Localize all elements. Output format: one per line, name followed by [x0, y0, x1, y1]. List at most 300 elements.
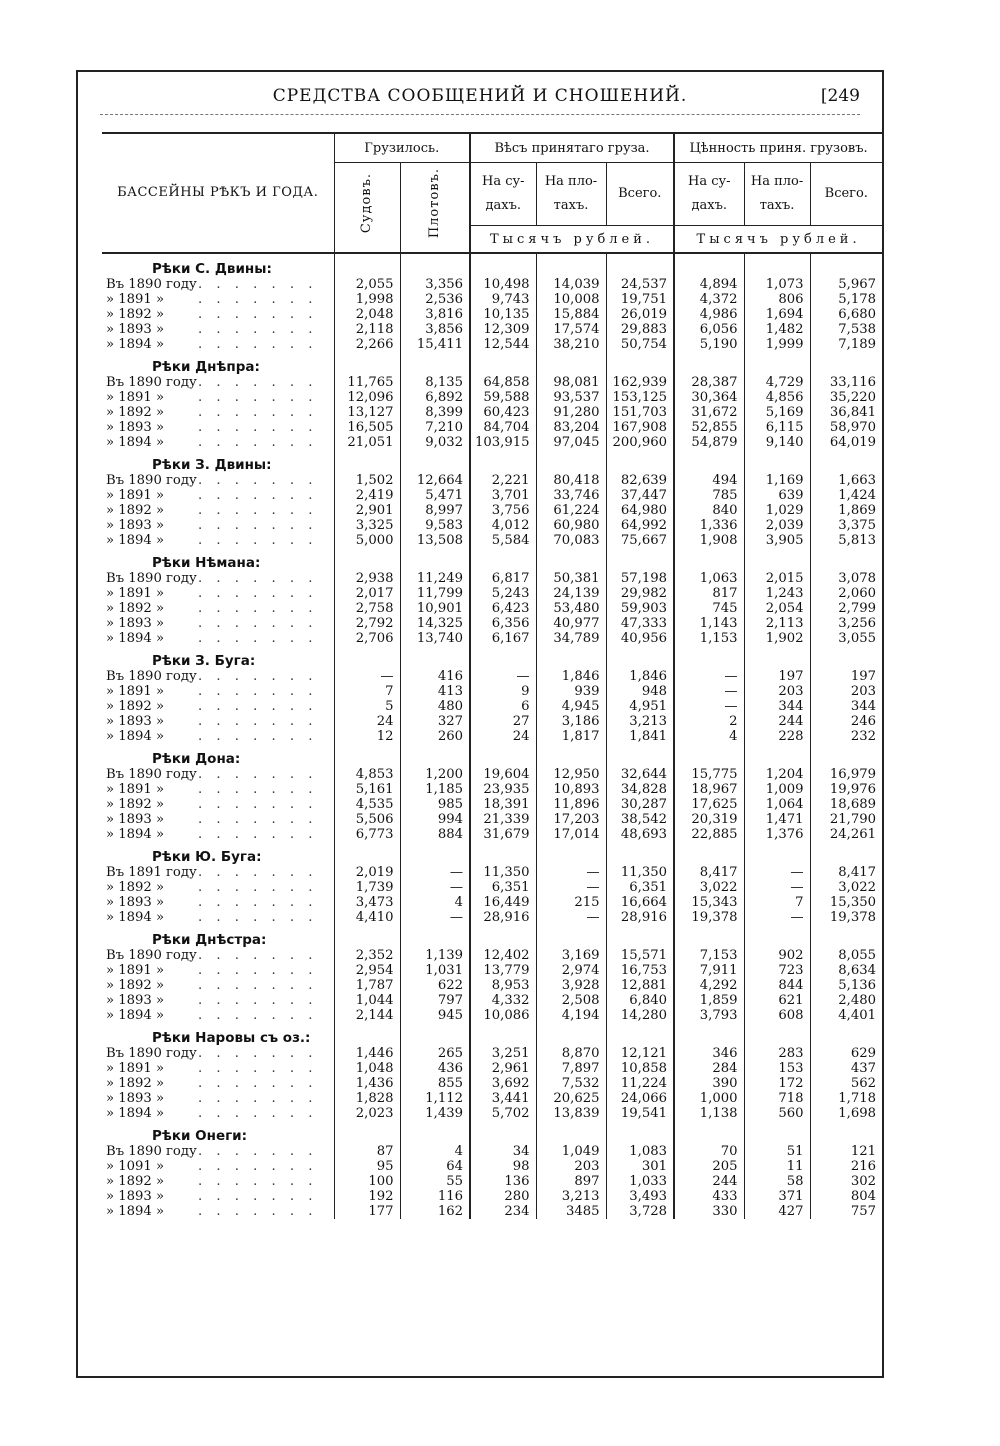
- table-cell: 797: [400, 993, 470, 1008]
- table-row: [102, 978, 882, 993]
- row-label: » 1892 »: [106, 1076, 165, 1091]
- table-cell: 23,935: [470, 782, 536, 797]
- leader-dots: . . . . . . .: [198, 1204, 318, 1219]
- table-cell: 3,701: [470, 488, 536, 503]
- table-cell: 8,055: [810, 948, 882, 963]
- row-label-cell: [102, 812, 334, 827]
- row-label: Въ 1890 году: [106, 277, 197, 292]
- table-cell: 12: [334, 729, 400, 744]
- table-cell: 844: [744, 978, 810, 993]
- table-cell: 7,210: [400, 420, 470, 435]
- table-cell: 14,039: [536, 277, 606, 292]
- table-cell: 2,015: [744, 571, 810, 586]
- table-cell: 5,169: [744, 405, 810, 420]
- table-cell: 1,200: [400, 767, 470, 782]
- table-cell: 2,113: [744, 616, 810, 631]
- table-row: [102, 880, 882, 895]
- table-cell: 5,136: [810, 978, 882, 993]
- row-label-cell: [102, 767, 334, 782]
- table-cell: 3,793: [674, 1008, 744, 1023]
- table-cell: 4,986: [674, 307, 744, 322]
- table-cell: 58,970: [810, 420, 882, 435]
- table-cell: 4: [400, 1144, 470, 1159]
- table-cell: 6,423: [470, 601, 536, 616]
- table-cell: 2,480: [810, 993, 882, 1008]
- table-cell: 1,083: [606, 1144, 674, 1159]
- table-row: [102, 684, 882, 699]
- row-label-cell: [102, 729, 334, 744]
- table-cell: 26,019: [606, 307, 674, 322]
- table-cell: 2,019: [334, 865, 400, 880]
- row-label-cell: [102, 880, 334, 895]
- table-cell: 3,169: [536, 948, 606, 963]
- table-cell: 3,375: [810, 518, 882, 533]
- table-cell: 948: [606, 684, 674, 699]
- table-cell: 31,672: [674, 405, 744, 420]
- row-label: » 1891 »: [106, 488, 165, 503]
- table-cell: 4,372: [674, 292, 744, 307]
- table-cell: 371: [744, 1189, 810, 1204]
- table-cell: 2,023: [334, 1106, 400, 1121]
- table-cell: 390: [674, 1076, 744, 1091]
- table-cell: 785: [674, 488, 744, 503]
- table-cell: 4,951: [606, 699, 674, 714]
- row-label-cell: [102, 978, 334, 993]
- leader-dots: . . . . . . .: [198, 910, 318, 925]
- table-cell: 3,078: [810, 571, 882, 586]
- row-label-cell: [102, 1204, 334, 1219]
- table-cell: 64,980: [606, 503, 674, 518]
- table-cell: 6,892: [400, 390, 470, 405]
- table-cell: 5,000: [334, 533, 400, 548]
- table-row: [102, 767, 882, 782]
- table-cell: 806: [744, 292, 810, 307]
- table-cell: 9,032: [400, 435, 470, 450]
- table-row: [102, 1008, 882, 1023]
- table-cell: 2,961: [470, 1061, 536, 1076]
- table-cell: 745: [674, 601, 744, 616]
- table-row: [102, 292, 882, 307]
- table-cell: 494: [674, 473, 744, 488]
- table-cell: 1,169: [744, 473, 810, 488]
- table-cell: 3,473: [334, 895, 400, 910]
- table-row: [102, 277, 882, 292]
- table-cell: 16,505: [334, 420, 400, 435]
- table-cell: 19,378: [674, 910, 744, 925]
- table-cell: 7,897: [536, 1061, 606, 1076]
- table-cell: 330: [674, 1204, 744, 1219]
- section-name: Рѣки Днѣпра:: [152, 359, 260, 375]
- table-cell: 6: [470, 699, 536, 714]
- leader-dots: . . . . . . .: [198, 1106, 318, 1121]
- table-cell: 427: [744, 1204, 810, 1219]
- table-cell: —: [674, 684, 744, 699]
- table-cell: 5,967: [810, 277, 882, 292]
- table-cell: 203: [536, 1159, 606, 1174]
- row-label-cell: [102, 405, 334, 420]
- table-row: [102, 1076, 882, 1091]
- table-cell: 11: [744, 1159, 810, 1174]
- table-cell: 3,493: [606, 1189, 674, 1204]
- table-cell: 27: [470, 714, 536, 729]
- row-label: » 1891 »: [106, 292, 165, 307]
- row-label-cell: [102, 601, 334, 616]
- table-cell: 98,081: [536, 375, 606, 390]
- col-value-total: Всего.: [810, 163, 882, 226]
- row-label: » 1892 »: [106, 797, 165, 812]
- table-cell: 10,008: [536, 292, 606, 307]
- table-cell: 192: [334, 1189, 400, 1204]
- row-label-cell: [102, 586, 334, 601]
- header-divider: [100, 114, 860, 121]
- row-label-cell: [102, 292, 334, 307]
- table-cell: 19,751: [606, 292, 674, 307]
- table-cell: 51: [744, 1144, 810, 1159]
- row-label-cell: [102, 631, 334, 646]
- leader-dots: . . . . . . .: [198, 993, 318, 1008]
- table-cell: 11,350: [470, 865, 536, 880]
- row-label-cell: [102, 684, 334, 699]
- row-label: » 1891 »: [106, 586, 165, 601]
- table-cell: 95: [334, 1159, 400, 1174]
- table-cell: 30,287: [606, 797, 674, 812]
- table-row: [102, 699, 882, 714]
- table-cell: 21,051: [334, 435, 400, 450]
- table-cell: 8,997: [400, 503, 470, 518]
- row-label: » 1894 »: [106, 910, 165, 925]
- table-cell: 1,841: [606, 729, 674, 744]
- table-cell: —: [536, 910, 606, 925]
- row-label: » 1893 »: [106, 518, 165, 533]
- table-cell: 804: [810, 1189, 882, 1204]
- table-cell: 59,903: [606, 601, 674, 616]
- table-cell: 31,679: [470, 827, 536, 842]
- table-cell: 284: [674, 1061, 744, 1076]
- table-row: [102, 390, 882, 405]
- table-cell: 2,055: [334, 277, 400, 292]
- table-cell: 203: [810, 684, 882, 699]
- table-cell: 12,881: [606, 978, 674, 993]
- table-cell: 15,775: [674, 767, 744, 782]
- table-cell: 1,787: [334, 978, 400, 993]
- table-cell: 33,746: [536, 488, 606, 503]
- table-cell: 2,221: [470, 473, 536, 488]
- table-cell: 622: [400, 978, 470, 993]
- table-cell: —: [400, 910, 470, 925]
- table-cell: 3,356: [400, 277, 470, 292]
- leader-dots: . . . . . . .: [198, 420, 318, 435]
- table-cell: 1,424: [810, 488, 882, 503]
- row-label: » 1892 »: [106, 405, 165, 420]
- row-label: Въ 1890 году: [106, 1144, 197, 1159]
- table-cell: 1,031: [400, 963, 470, 978]
- row-label-cell: [102, 993, 334, 1008]
- row-label-cell: [102, 1091, 334, 1106]
- leader-dots: . . . . . . .: [198, 277, 318, 292]
- leader-dots: . . . . . . .: [198, 488, 318, 503]
- leader-dots: . . . . . . .: [198, 473, 318, 488]
- table-cell: 7: [334, 684, 400, 699]
- table-cell: 2,017: [334, 586, 400, 601]
- table-cell: 3,213: [536, 1189, 606, 1204]
- table-row: [102, 631, 882, 646]
- table-cell: —: [470, 669, 536, 684]
- leader-dots: . . . . . . .: [198, 782, 318, 797]
- table-cell: 2,954: [334, 963, 400, 978]
- table-cell: 17,625: [674, 797, 744, 812]
- row-label-cell: [102, 375, 334, 390]
- table-cell: 1,185: [400, 782, 470, 797]
- leader-dots: . . . . . . .: [198, 669, 318, 684]
- table-cell: —: [744, 880, 810, 895]
- table-cell: 103,915: [470, 435, 536, 450]
- row-label: » 1892 »: [106, 978, 165, 993]
- row-label: » 1891 »: [106, 390, 165, 405]
- table-cell: 629: [810, 1046, 882, 1061]
- table-cell: 2,799: [810, 601, 882, 616]
- table-cell: 10,498: [470, 277, 536, 292]
- table-cell: 7,532: [536, 1076, 606, 1091]
- table-cell: 28,916: [606, 910, 674, 925]
- table-row: [102, 488, 882, 503]
- table-cell: 215: [536, 895, 606, 910]
- table-cell: 12,096: [334, 390, 400, 405]
- table-cell: 3485: [536, 1204, 606, 1219]
- table-cell: 50,381: [536, 571, 606, 586]
- table-cell: 70,083: [536, 533, 606, 548]
- table-cell: 11,350: [606, 865, 674, 880]
- leader-dots: . . . . . . .: [198, 571, 318, 586]
- table-row: [102, 503, 882, 518]
- table-cell: 1,063: [674, 571, 744, 586]
- page-number: [249: [820, 86, 860, 106]
- table-cell: —: [744, 910, 810, 925]
- leader-dots: . . . . . . .: [198, 337, 318, 352]
- table-cell: 8,953: [470, 978, 536, 993]
- table-cell: 52,855: [674, 420, 744, 435]
- col-rafts: [400, 163, 470, 254]
- table-cell: 327: [400, 714, 470, 729]
- col-ships: [334, 163, 400, 254]
- table-cell: 64,019: [810, 435, 882, 450]
- table-cell: 197: [744, 669, 810, 684]
- table-row: [102, 895, 882, 910]
- table-cell: 6,680: [810, 307, 882, 322]
- table-cell: 15,343: [674, 895, 744, 910]
- table-cell: 4,332: [470, 993, 536, 1008]
- table-cell: 4,729: [744, 375, 810, 390]
- table-cell: 8,417: [674, 865, 744, 880]
- row-label: » 1894 »: [106, 729, 165, 744]
- table-cell: 1,817: [536, 729, 606, 744]
- table-cell: —: [674, 669, 744, 684]
- table-cell: 40,956: [606, 631, 674, 646]
- row-label-cell: [102, 782, 334, 797]
- row-label: » 1893 »: [106, 895, 165, 910]
- table-cell: 4: [400, 895, 470, 910]
- table-cell: 216: [810, 1159, 882, 1174]
- table-row: [102, 307, 882, 322]
- row-label: » 1892 »: [106, 307, 165, 322]
- row-label: » 1893 »: [106, 714, 165, 729]
- leader-dots: . . . . . . .: [198, 375, 318, 390]
- table-cell: 4,194: [536, 1008, 606, 1023]
- table-cell: 3,022: [674, 880, 744, 895]
- table-cell: —: [334, 669, 400, 684]
- table-cell: 10,858: [606, 1061, 674, 1076]
- row-label: » 1891 »: [106, 684, 165, 699]
- table-cell: 1,139: [400, 948, 470, 963]
- table-cell: 1,902: [744, 631, 810, 646]
- row-label: » 1091 »: [106, 1159, 165, 1174]
- leader-dots: . . . . . . .: [198, 880, 318, 895]
- table-cell: 4,853: [334, 767, 400, 782]
- table-cell: 246: [810, 714, 882, 729]
- table-cell: 10,086: [470, 1008, 536, 1023]
- table-row: [102, 812, 882, 827]
- leader-dots: . . . . . . .: [198, 533, 318, 548]
- table-cell: 19,976: [810, 782, 882, 797]
- table-row: [102, 473, 882, 488]
- row-label-cell: [102, 714, 334, 729]
- table-cell: 3,692: [470, 1076, 536, 1091]
- table-cell: 24,261: [810, 827, 882, 842]
- col-weight-rafts: На пло- тахъ.: [536, 163, 606, 226]
- table-cell: 8,870: [536, 1046, 606, 1061]
- table-cell: 15,571: [606, 948, 674, 963]
- table-row: [102, 797, 882, 812]
- leader-dots: . . . . . . .: [198, 390, 318, 405]
- table-cell: 11,224: [606, 1076, 674, 1091]
- row-label: Въ 1890 году: [106, 948, 197, 963]
- table-cell: 37,447: [606, 488, 674, 503]
- table-cell: 16,753: [606, 963, 674, 978]
- table-cell: 20,625: [536, 1091, 606, 1106]
- table-cell: 1,846: [536, 669, 606, 684]
- table-cell: 1,033: [606, 1174, 674, 1189]
- table-cell: 48,693: [606, 827, 674, 842]
- table-row: [102, 1159, 882, 1174]
- table-cell: 3,055: [810, 631, 882, 646]
- table-cell: 6,167: [470, 631, 536, 646]
- col-value-rafts: На пло- тахъ.: [744, 163, 810, 226]
- table-cell: 6,056: [674, 322, 744, 337]
- table-cell: 13,508: [400, 533, 470, 548]
- leader-dots: . . . . . . .: [198, 601, 318, 616]
- table-cell: 7: [744, 895, 810, 910]
- row-label: Въ 1891 году: [106, 865, 197, 880]
- table-cell: 17,014: [536, 827, 606, 842]
- table-cell: 24,537: [606, 277, 674, 292]
- table-row: [102, 669, 882, 684]
- table-cell: 84,704: [470, 420, 536, 435]
- leader-dots: . . . . . . .: [198, 714, 318, 729]
- table-cell: 1,502: [334, 473, 400, 488]
- table-cell: 13,779: [470, 963, 536, 978]
- row-label-cell: [102, 322, 334, 337]
- table-cell: 6,840: [606, 993, 674, 1008]
- table-cell: 87: [334, 1144, 400, 1159]
- table-cell: 10,135: [470, 307, 536, 322]
- row-label-cell: [102, 420, 334, 435]
- table-cell: 6,773: [334, 827, 400, 842]
- table-cell: 2,060: [810, 586, 882, 601]
- table-cell: 24: [470, 729, 536, 744]
- table-row: [102, 533, 882, 548]
- table-cell: 480: [400, 699, 470, 714]
- leader-dots: . . . . . . .: [198, 797, 318, 812]
- row-label-cell: [102, 616, 334, 631]
- running-header: [78, 86, 882, 112]
- table-row: [102, 1061, 882, 1076]
- table-cell: 2,144: [334, 1008, 400, 1023]
- table-cell: 34,828: [606, 782, 674, 797]
- leader-dots: . . . . . . .: [198, 827, 318, 842]
- leader-dots: . . . . . . .: [198, 307, 318, 322]
- table-row: [102, 1174, 882, 1189]
- section-header: [102, 646, 882, 669]
- table-cell: 2,419: [334, 488, 400, 503]
- table-cell: 3,213: [606, 714, 674, 729]
- table-cell: 2,352: [334, 948, 400, 963]
- section-name: Рѣки Наровы съ оз.:: [152, 1030, 311, 1046]
- table-cell: 29,982: [606, 586, 674, 601]
- row-label: » 1893 »: [106, 812, 165, 827]
- table-cell: 9,140: [744, 435, 810, 450]
- table-row: [102, 337, 882, 352]
- table-cell: 1,446: [334, 1046, 400, 1061]
- table-cell: 1,663: [810, 473, 882, 488]
- row-label-cell: [102, 948, 334, 963]
- table-row: [102, 1144, 882, 1159]
- table-cell: 6,356: [470, 616, 536, 631]
- table-cell: 3,325: [334, 518, 400, 533]
- table-cell: 884: [400, 827, 470, 842]
- table-cell: 5,471: [400, 488, 470, 503]
- table-cell: 38,542: [606, 812, 674, 827]
- row-label-cell: [102, 865, 334, 880]
- table-cell: 8,399: [400, 405, 470, 420]
- table-cell: 75,667: [606, 533, 674, 548]
- row-label: » 1892 »: [106, 503, 165, 518]
- table-cell: 416: [400, 669, 470, 684]
- table-cell: 7,911: [674, 963, 744, 978]
- leader-dots: . . . . . . .: [198, 518, 318, 533]
- table-cell: 97,045: [536, 435, 606, 450]
- table-cell: 3,186: [536, 714, 606, 729]
- row-label-cell: [102, 533, 334, 548]
- table-cell: 1,049: [536, 1144, 606, 1159]
- table-row: [102, 993, 882, 1008]
- table-cell: 21,790: [810, 812, 882, 827]
- table-cell: 47,333: [606, 616, 674, 631]
- table-cell: 2,054: [744, 601, 810, 616]
- table-row: [102, 963, 882, 978]
- basin-header: БАССЕЙНЫ РѢКЪ И ГОДА.: [102, 133, 334, 253]
- table-cell: 116: [400, 1189, 470, 1204]
- table-cell: 13,127: [334, 405, 400, 420]
- table-cell: 53,480: [536, 601, 606, 616]
- table-cell: 1,143: [674, 616, 744, 631]
- table-cell: 4,856: [744, 390, 810, 405]
- row-label: » 1892 »: [106, 699, 165, 714]
- table-cell: 12,544: [470, 337, 536, 352]
- table-cell: 91,280: [536, 405, 606, 420]
- table-row: [102, 571, 882, 586]
- table-cell: 4,012: [470, 518, 536, 533]
- table-cell: 60,423: [470, 405, 536, 420]
- table-cell: 3,022: [810, 880, 882, 895]
